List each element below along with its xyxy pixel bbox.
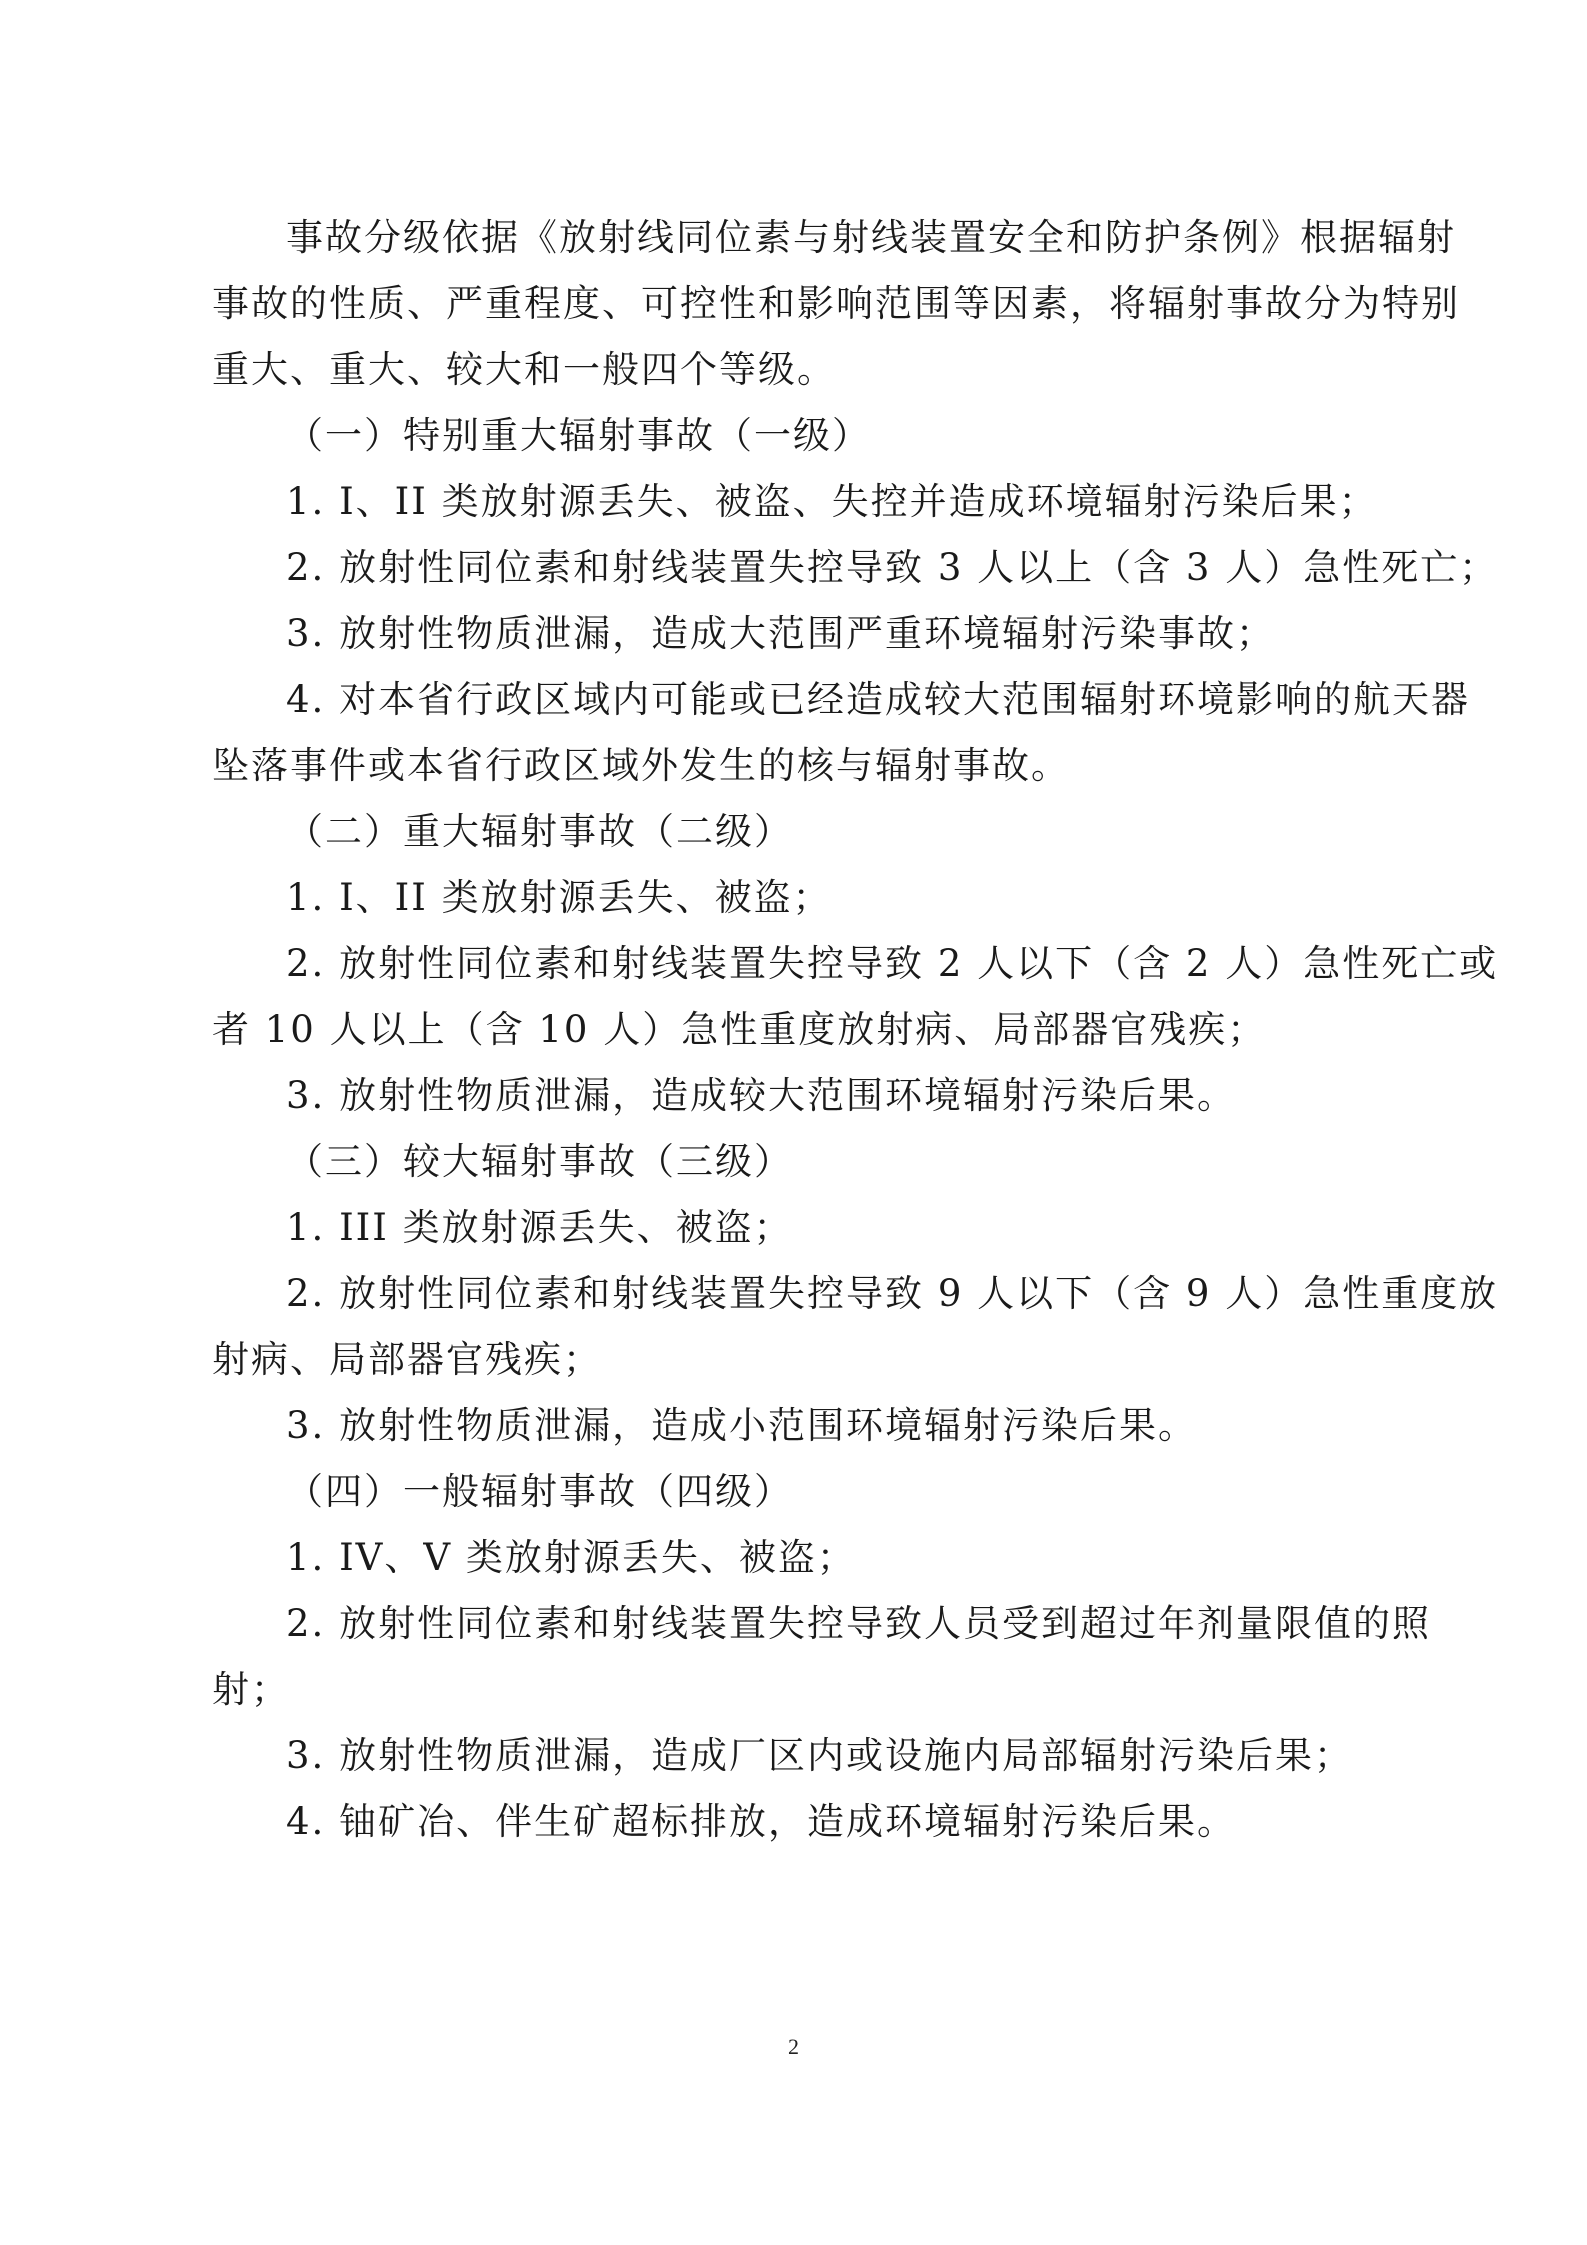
list-item-continuation: 射； <box>212 1668 290 1711</box>
list-item-continuation: 者 10 人以上（含 10 人）急性重度放射病、局部器官残疾； <box>212 1008 1267 1051</box>
list-item: 1. I、II 类放射源丢失、被盗； <box>286 876 832 919</box>
list-item: 2. 放射性同位素和射线装置失控导致人员受到超过年剂量限值的照 <box>286 1602 1432 1645</box>
list-item: 3. 放射性物质泄漏，造成厂区内或设施内局部辐射污染后果； <box>286 1734 1354 1777</box>
list-item: 2. 放射性同位素和射线装置失控导致 3 人以上（含 3 人）急性死亡； <box>286 546 1499 589</box>
list-item: 1. I、II 类放射源丢失、被盗、失控并造成环境辐射污染后果； <box>286 480 1378 523</box>
paragraph-line: 事故的性质、严重程度、可控性和影响范围等因素，将辐射事故分为特别 <box>212 282 1460 325</box>
list-item: 3. 放射性物质泄漏，造成大范围严重环境辐射污染事故； <box>286 612 1276 655</box>
list-item: 2. 放射性同位素和射线装置失控导致 2 人以下（含 2 人）急性死亡或 <box>286 942 1499 985</box>
page-number: 2 <box>788 2034 799 2059</box>
list-item: 3. 放射性物质泄漏，造成较大范围环境辐射污染后果。 <box>286 1074 1237 1117</box>
list-item: 4. 铀矿冶、伴生矿超标排放，造成环境辐射污染后果。 <box>286 1800 1237 1843</box>
list-item: 2. 放射性同位素和射线装置失控导致 9 人以下（含 9 人）急性重度放 <box>286 1272 1499 1315</box>
section-heading: （一）特别重大辐射事故（一级） <box>286 414 871 457</box>
list-item-continuation: 坠落事件或本省行政区域外发生的核与辐射事故。 <box>212 744 1070 787</box>
paragraph-line: 事故分级依据《放射线同位素与射线装置安全和防护条例》根据辐射 <box>286 216 1456 259</box>
list-item: 4. 对本省行政区域内可能或已经造成较大范围辐射环境影响的航天器 <box>286 678 1471 721</box>
section-heading: （三）较大辐射事故（三级） <box>286 1140 793 1183</box>
list-item-continuation: 射病、局部器官残疾； <box>212 1338 602 1381</box>
list-item: 1. III 类放射源丢失、被盗； <box>286 1206 793 1249</box>
section-heading: （二）重大辐射事故（二级） <box>286 810 793 853</box>
section-heading: （四）一般辐射事故（四级） <box>286 1470 793 1513</box>
list-item: 3. 放射性物质泄漏，造成小范围环境辐射污染后果。 <box>286 1404 1198 1447</box>
list-item: 1. IV、V 类放射源丢失、被盗； <box>286 1536 856 1579</box>
paragraph-line: 重大、重大、较大和一般四个等级。 <box>212 348 836 391</box>
